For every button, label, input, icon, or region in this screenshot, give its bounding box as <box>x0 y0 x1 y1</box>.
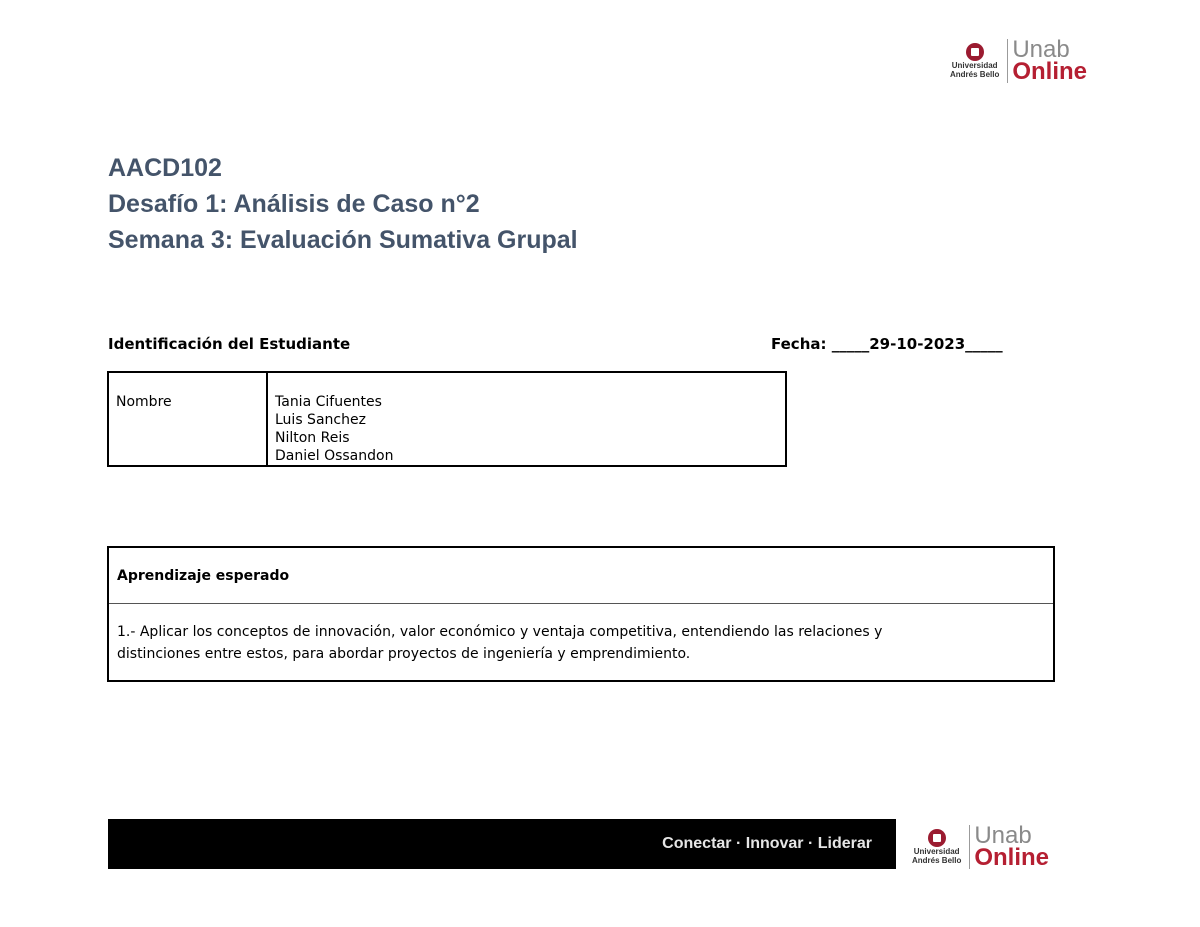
footer-slogan: Conectar · Innovar · Liderar <box>662 835 872 852</box>
brand-wordmark <box>1012 38 1087 84</box>
document-titles <box>108 150 578 258</box>
week-title: Semana 3: Evaluación Sumativa Grupal <box>108 226 578 254</box>
table-row <box>108 372 786 466</box>
student-name: Luis Sanchez <box>275 412 366 428</box>
university-seal <box>912 829 961 865</box>
brand-bottom-text: Online <box>1012 58 1088 85</box>
student-id-label: Identificación del Estudiante <box>108 335 351 353</box>
challenge-title: Desafío 1: Análisis de Caso n°2 <box>108 190 480 218</box>
student-name: Nilton Reis <box>275 430 350 446</box>
learning-outcome-box <box>107 546 1055 682</box>
learning-outcome-heading: Aprendizaje esperado <box>109 548 1053 604</box>
seal-text-line2: Andrés Bello <box>912 856 962 865</box>
seal-text-line1: Universidad <box>951 61 998 70</box>
footer-bar <box>108 819 896 869</box>
learning-outcome-line: 1.- Aplicar los conceptos de innovación, valor económico y ventaja competitiva, entendiendo las relaciones y <box>117 624 883 640</box>
name-label-cell: Nombre <box>108 372 267 466</box>
logo-divider <box>969 825 970 869</box>
learning-outcome-line: distinciones entre estos, para abordar proyectos de ingeniería y emprendimiento. <box>117 646 691 662</box>
student-names-table <box>107 371 787 467</box>
course-code: AACD102 <box>108 154 222 182</box>
unab-online-logo <box>950 38 1087 84</box>
seal-text-line1: Universidad <box>913 847 960 856</box>
seal-icon <box>928 829 946 847</box>
seal-text-line2: Andrés Bello <box>950 70 1000 79</box>
student-name: Tania Cifuentes <box>275 394 382 410</box>
footer-unab-online-logo <box>912 824 1049 870</box>
names-cell <box>267 372 786 466</box>
logo-divider <box>1007 39 1008 83</box>
brand-bottom-text: Online <box>974 844 1050 871</box>
learning-outcome-text <box>109 604 1053 665</box>
brand-top-text: Unab <box>1012 36 1070 63</box>
brand-wordmark <box>974 824 1049 870</box>
brand-top-text: Unab <box>974 822 1032 849</box>
date-field: Fecha: _____29-10-2023_____ <box>771 335 1003 353</box>
student-name: Daniel Ossandon <box>275 448 394 464</box>
seal-icon <box>966 43 984 61</box>
university-seal <box>950 43 999 79</box>
